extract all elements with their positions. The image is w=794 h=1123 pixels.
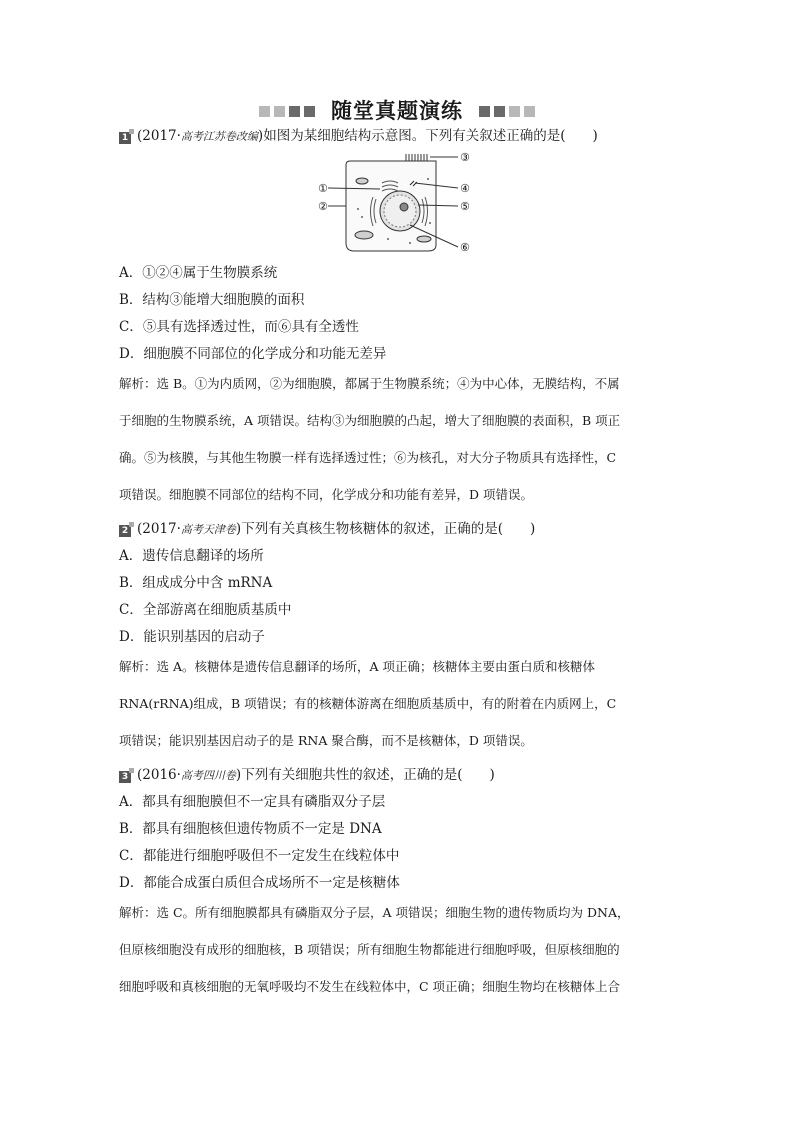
cell-structure-figure — [318, 149, 478, 257]
section-title: 随堂真题演练 — [331, 99, 463, 123]
question-year: (2017· — [137, 521, 181, 537]
q2-option-c: C．全部游离在细胞质基质中 — [119, 602, 292, 618]
question-text: )下列有关细胞共性的叙述，正确的是( ) — [235, 767, 495, 783]
question-year: (2017· — [137, 128, 181, 144]
header-decor-square — [494, 106, 505, 117]
question-year: (2016· — [137, 767, 181, 783]
q1-option-c: C．⑤具有选择透过性，而⑥具有全透性 — [119, 319, 359, 335]
q2-option-b: B．组成成分中含 mRNA — [119, 575, 273, 591]
microvilli-icon — [406, 154, 427, 161]
q3-option-c: C．都能进行细胞呼吸但不一定发生在线粒体中 — [119, 848, 400, 864]
header-decor-square — [274, 106, 285, 117]
header-decor-square — [479, 106, 490, 117]
header-decor-square — [509, 106, 520, 117]
figure-label-4: ④ — [460, 182, 470, 195]
q1-analysis-line: 于细胞的生物膜系统，A 项错误。结构③为细胞膜的凸起，增大了细胞膜的表面积，B 项正 — [119, 413, 621, 428]
question-source: 高考江苏卷改编 — [180, 130, 258, 143]
q1-option-b: B．结构③能增大细胞膜的面积 — [119, 292, 305, 308]
question-text: )下列有关真核生物核糖体的叙述，正确的是( ) — [235, 521, 536, 537]
q3-option-d: D．都能合成蛋白质但合成场所不一定是核糖体 — [119, 875, 400, 891]
question-source: 高考天津卷 — [180, 523, 236, 536]
mitochondrion-icon — [417, 236, 431, 242]
question-number-badge: 3 — [119, 771, 131, 783]
question-3-stem — [119, 766, 495, 785]
question-1-stem — [119, 127, 598, 146]
q2-analysis-line: RNA(rRNA)组成，B 项错误；有的核糖体游离在细胞质基质中，有的附着在内质网上，C — [119, 696, 617, 711]
q1-analysis-line: 项错误。细胞膜不同部位的结构不同，化学成分和功能有差异，D 项错误。 — [119, 487, 533, 502]
q3-analysis-line: 但原核细胞没有成形的细胞核，B 项错误；所有细胞生物都能进行细胞呼吸，但原核细胞的 — [119, 942, 620, 957]
figure-label-1: ① — [318, 182, 328, 195]
question-number-badge: 1 — [119, 132, 131, 144]
q1-analysis-line: 确。⑤为核膜，与其他生物膜一样有选择透过性；⑥为核孔，对大分子物质具有选择性，C — [119, 450, 617, 465]
q1-option-a: A．①②④属于生物膜系统 — [119, 265, 278, 281]
q3-analysis-line: 解析：选 C。所有细胞膜都具有磷脂双分子层，A 项错误；细胞生物的遗传物质均为 DNA， — [119, 905, 630, 920]
mitochondrion-icon — [355, 231, 373, 239]
q3-option-a: A．都具有细胞膜但不一定具有磷脂双分子层 — [119, 794, 386, 810]
figure-label-6: ⑥ — [460, 241, 470, 254]
section-header — [0, 95, 794, 125]
mitochondrion-icon — [356, 178, 368, 184]
q2-analysis-line: 解析：选 A。核糖体是遗传信息翻译的场所，A 项正确；核糖体主要由蛋白质和核糖体 — [119, 659, 596, 674]
header-decor-square — [524, 106, 535, 117]
q2-option-a: A．遗传信息翻译的场所 — [119, 548, 264, 564]
question-2-stem — [119, 520, 535, 539]
q1-analysis-line: 解析：选 B。①为内质网，②为细胞膜，都属于生物膜系统；④为中心体，无膜结构，不属 — [119, 376, 620, 391]
q2-analysis-line: 项错误；能识别基因启动子的是 RNA 聚合酶，而不是核糖体，D 项错误。 — [119, 733, 533, 748]
q2-option-d: D．能识别基因的启动子 — [119, 629, 265, 645]
header-decor-square — [259, 106, 270, 117]
question-source: 高考四川卷 — [180, 769, 236, 782]
q3-analysis-line: 细胞呼吸和真核细胞的无氧呼吸均不发生在线粒体中，C 项正确；细胞生物均在核糖体上合 — [119, 979, 621, 994]
question-text: )如图为某细胞结构示意图。下列有关叙述正确的是( ) — [257, 128, 598, 144]
figure-label-5: ⑤ — [460, 200, 470, 213]
header-decor-square — [289, 106, 300, 117]
figure-label-2: ② — [318, 200, 328, 213]
question-number-badge: 2 — [119, 525, 131, 537]
nucleolus — [400, 203, 408, 211]
header-decor-square — [304, 106, 315, 117]
q1-option-d: D．细胞膜不同部位的化学成分和功能无差异 — [119, 346, 387, 362]
figure-label-3: ③ — [460, 151, 470, 164]
nucleoplasm — [384, 195, 416, 227]
q3-option-b: B．都具有细胞核但遗传物质不一定是 DNA — [119, 821, 382, 837]
